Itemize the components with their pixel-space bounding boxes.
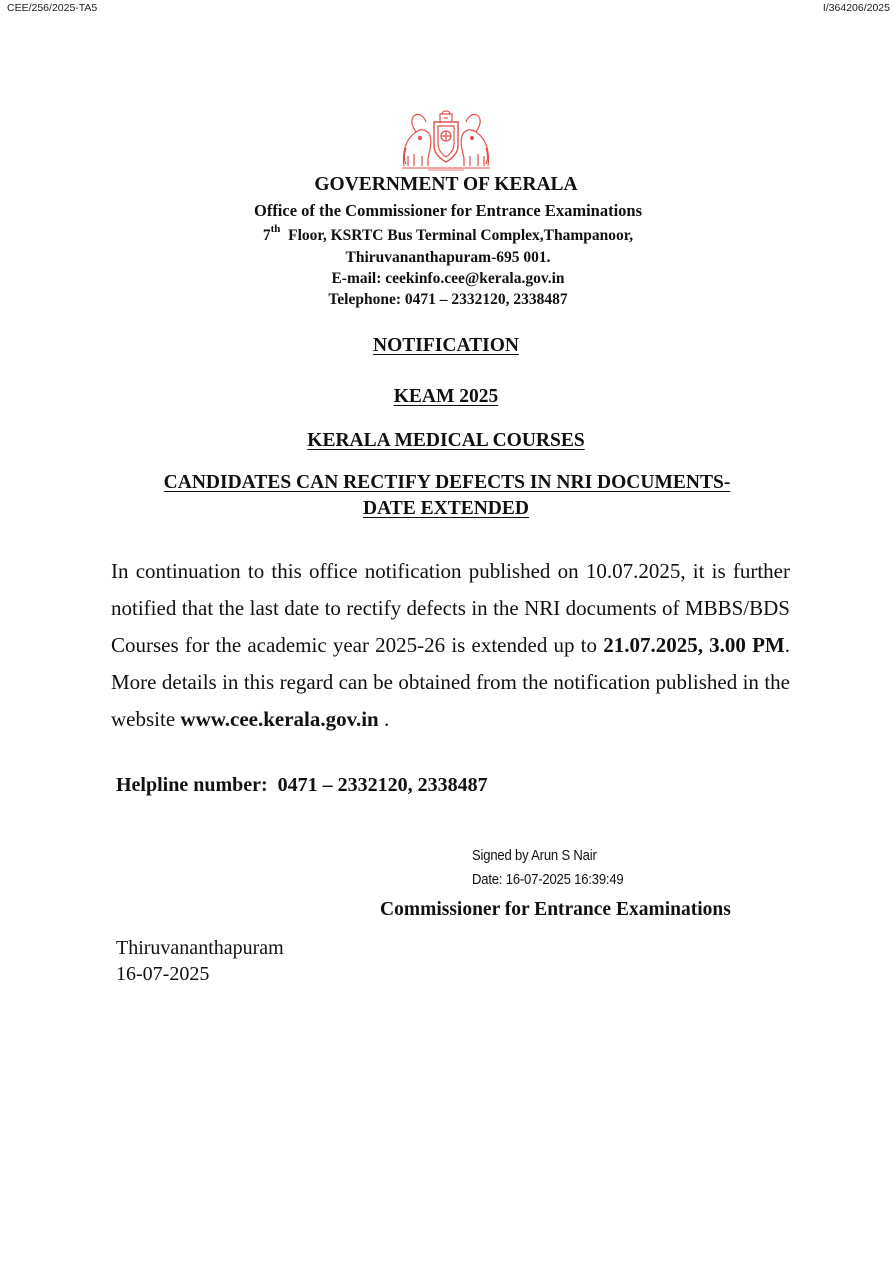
notification-heading: NOTIFICATION [373, 335, 519, 356]
floor-suffix: th [270, 223, 281, 235]
website-link[interactable]: www.cee.kerala.gov.in [180, 707, 379, 731]
exam-heading: KEAM 2025 [393, 386, 499, 407]
office-telephone: Telephone: 0471 – 2332120, 2338487 [328, 291, 568, 308]
signed-by: Signed by Arun S Nair [472, 848, 597, 864]
address-city: Thiruvananthapuram-695 001. [345, 249, 551, 266]
office-email: E-mail: ceekinfo.cee@kerala.gov.in [331, 270, 565, 287]
helpline-number: Helpline number: 0471 – 2332120, 2338487 [116, 774, 488, 796]
signature-date: Date: 16-07-2025 16:39:49 [472, 872, 624, 888]
address-rest: Floor, KSRTC Bus Terminal Complex,Thampanoor, [288, 227, 634, 245]
subject-heading-line-1: CANDIDATES CAN RECTIFY DEFECTS IN NRI DOCUMENTS- [163, 472, 731, 493]
floor-number: 7 [262, 227, 271, 245]
issue-date: 16-07-2025 [116, 963, 210, 985]
body-text-part-1: In continuation to this office notification published on 10.07.2025, it is further notified that the last date to rectify defects in the NRI documents of MBBS/BDS Courses for the academic year 2025-26 is extended up to [111, 559, 790, 657]
notification-body [111, 553, 790, 738]
government-title: GOVERNMENT OF KERALA [314, 174, 578, 195]
signatory-designation: Commissioner for Entrance Examinations [380, 899, 731, 920]
address-line-1 [0, 225, 896, 245]
courses-heading: KERALA MEDICAL COURSES [307, 430, 585, 451]
deadline-date: 21.07.2025, 3.00 PM [603, 633, 785, 657]
file-reference-number: I/364206/2025 [822, 2, 890, 14]
issue-place: Thiruvananthapuram [116, 937, 284, 959]
kerala-state-emblem-icon [398, 108, 494, 172]
office-name: Office of the Commissioner for Entrance Examinations [253, 201, 643, 220]
place-and-date [116, 935, 284, 987]
document-reference-number: CEE/256/2025-TA5 [7, 2, 98, 14]
body-text-part-2: . More details in this regard can be obtained from the notification published in the website [111, 633, 790, 731]
body-text-part-3: . [378, 707, 390, 731]
digital-signature [472, 844, 623, 892]
subject-heading-line-2: DATE EXTENDED [363, 498, 529, 519]
